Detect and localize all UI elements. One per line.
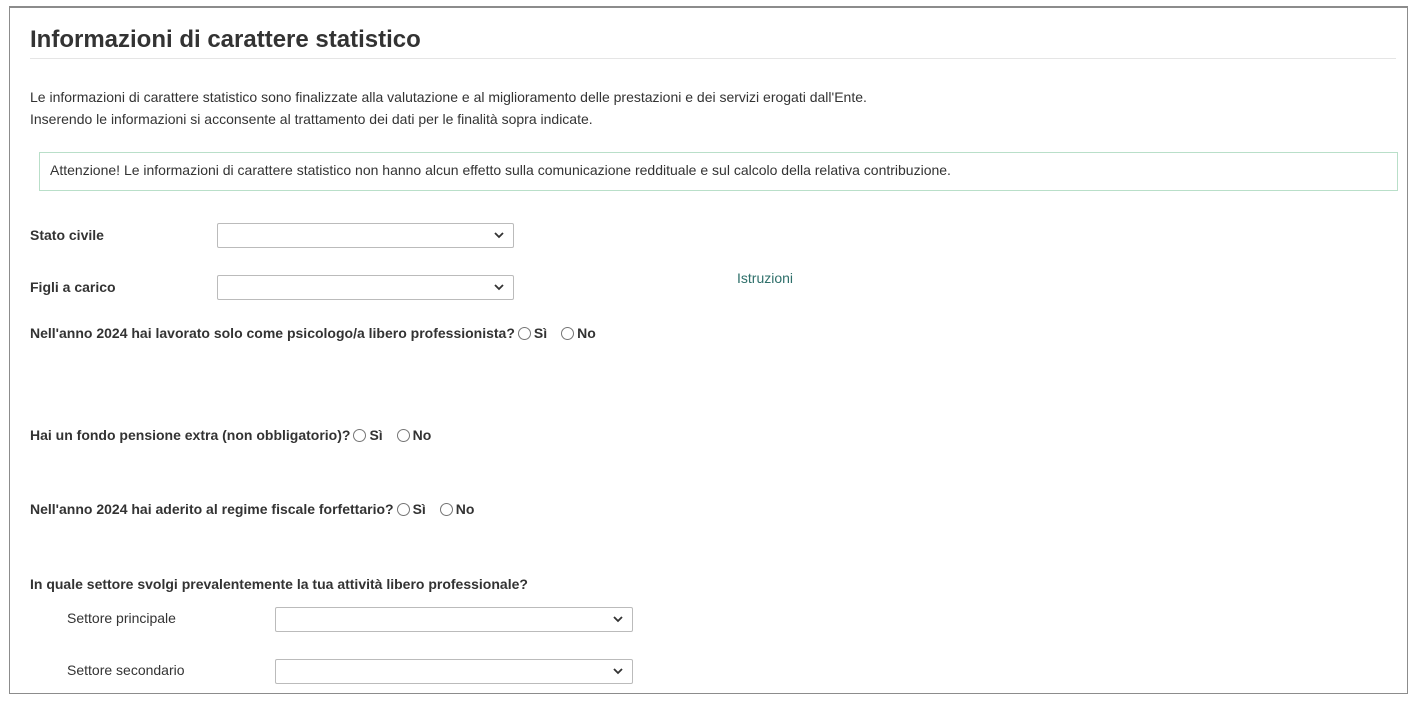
chevron-down-icon [493, 228, 505, 242]
question-psicologo [30, 325, 610, 341]
question-psicologo-text: Nell'anno 2024 hai lavorato solo come psicologo/a libero professionista? [30, 325, 515, 341]
forfettario-no-radio[interactable] [440, 503, 453, 516]
forfettario-yes-radio[interactable] [397, 503, 410, 516]
attention-alert [39, 152, 1398, 191]
fondo-yes-radio[interactable] [353, 429, 366, 442]
forfettario-no-label[interactable]: No [455, 501, 475, 517]
question-forfettario-text: Nell'anno 2024 hai aderito al regime fiscale forfettario? [30, 501, 394, 517]
forfettario-yes-label[interactable]: Sì [412, 501, 426, 517]
intro-text-line-2: Inserendo le informazioni si acconsente al trattamento dei dati per le finalità sopra indicate. [30, 111, 593, 127]
question-fondo-text: Hai un fondo pensione extra (non obbligatorio)? [30, 427, 351, 443]
fondo-yes-label[interactable]: Sì [369, 427, 383, 443]
istruzioni-link[interactable]: Istruzioni [737, 270, 794, 286]
page-title: Informazioni di carattere statistico [30, 26, 1396, 59]
intro-text-line-1: Le informazioni di carattere statistico sono finalizzate alla valutazione e al miglioramento delle prestazioni e dei servizi erogati dall'Ente. [30, 89, 867, 105]
settore-secondario-label: Settore secondario [67, 662, 185, 678]
psicologo-yes-label[interactable]: Sì [533, 325, 548, 341]
fondo-no-label[interactable]: No [412, 427, 432, 443]
chevron-down-icon [612, 664, 624, 678]
question-settore [30, 576, 528, 592]
fondo-no-radio[interactable] [397, 429, 410, 442]
question-settore-text: In quale settore svolgi prevalentemente la tua attività libero professionale? [30, 576, 528, 592]
chevron-down-icon [493, 280, 505, 294]
stato-civile-label: Stato civile [30, 227, 104, 243]
psicologo-yes-radio[interactable] [518, 327, 531, 340]
stato-civile-select[interactable] [217, 223, 514, 248]
attention-alert-text: Attenzione! Le informazioni di carattere statistico non hanno alcun effetto sulla comunicazione reddituale e sul calcolo della relativa contribuzione. [50, 162, 951, 178]
psicologo-no-radio[interactable] [561, 327, 574, 340]
figli-a-carico-select[interactable] [217, 275, 514, 300]
psicologo-no-label[interactable]: No [577, 325, 596, 341]
settore-secondario-select[interactable] [275, 659, 633, 684]
settore-principale-label: Settore principale [67, 610, 176, 626]
figli-a-carico-label: Figli a carico [30, 279, 116, 295]
question-fondo-pensione [30, 427, 445, 443]
question-forfettario [30, 501, 488, 517]
chevron-down-icon [612, 612, 624, 626]
settore-principale-select[interactable] [275, 607, 633, 632]
